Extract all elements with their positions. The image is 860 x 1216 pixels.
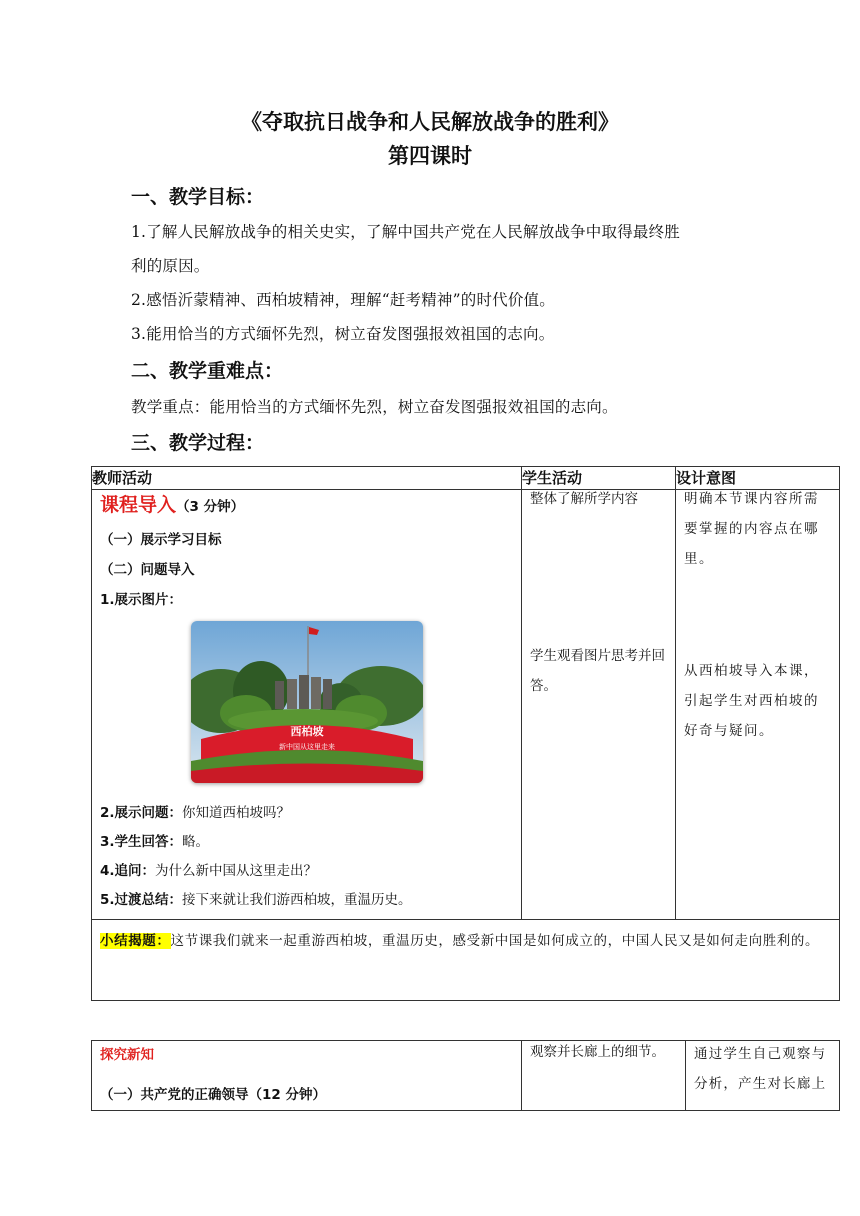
summary-label: 小结揭题： xyxy=(100,933,171,949)
goal-item-1-cont: 利的原因。 xyxy=(131,257,210,275)
lesson-table-2 xyxy=(91,1040,840,1111)
lesson-intro-heading: 课程导入 xyxy=(100,494,177,516)
lesson-table-1 xyxy=(91,466,840,1001)
explore-heading: 探究新知 xyxy=(100,1047,154,1063)
intent-explore-cell xyxy=(686,1041,840,1111)
intent-text-2: 从西柏坡导入本课，引起学生对西柏坡的好奇与疑问。 xyxy=(684,663,819,739)
step-show-image: 1.展示图片： xyxy=(100,592,183,608)
step3-text: 略。 xyxy=(182,834,210,850)
intent-text-1: 明确本节课内容所需要掌握的内容点在哪里。 xyxy=(684,491,819,567)
step3-label: 3.学生回答： xyxy=(100,834,183,850)
xibaipo-memorial-photo xyxy=(191,621,423,783)
photo-banner-line2: 新中国从这里走来 xyxy=(279,743,335,751)
summary-cell xyxy=(92,920,840,1001)
step5-text: 接下来就让我们游西柏坡，重温历史。 xyxy=(182,892,412,908)
section-heading-goals: 一、教学目标： xyxy=(131,186,265,208)
step4-label: 4.追问： xyxy=(100,863,156,879)
step2-label: 2.展示问题： xyxy=(100,805,183,821)
step2-text: 你知道西柏坡吗？ xyxy=(182,805,291,821)
goal-item-1: 1.了解人民解放战争的相关史实，了解中国共产党在人民解放战争中取得最终胜 xyxy=(131,223,680,241)
student-text-1: 整体了解所学内容 xyxy=(530,491,638,507)
keypoint-text: 教学重点：能用恰当的方式缅怀先烈，树立奋发图强报效祖国的志向。 xyxy=(131,398,618,416)
sub-show-goals: （一）展示学习目标 xyxy=(100,532,222,548)
header-student: 学生活动 xyxy=(522,467,676,490)
document-title: 《夺取抗日战争和人民解放战争的胜利》 xyxy=(241,110,619,134)
header-intent: 设计意图 xyxy=(676,467,840,490)
step-transition xyxy=(100,888,412,908)
header-teacher: 教师活动 xyxy=(92,467,522,490)
teacher-explore-cell xyxy=(92,1041,522,1111)
step-student-answer xyxy=(100,830,209,850)
summary-text: 这节课我们就来一起重游西柏坡，重温历史，感受新中国是如何成立的，中国人民又是如何走向胜利的。 xyxy=(170,933,820,949)
explore-sub-leadership: （一）共产党的正确领导（12 分钟） xyxy=(100,1087,326,1103)
section-heading-keypoints: 二、教学重难点： xyxy=(131,360,284,382)
sub-question-intro: （二）问题导入 xyxy=(100,562,195,578)
lesson-intro-duration: （3 分钟） xyxy=(176,499,245,515)
document-subtitle: 第四课时 xyxy=(388,144,472,168)
step-show-question xyxy=(100,801,290,821)
student-activity-cell xyxy=(522,490,676,920)
step4-text: 为什么新中国从这里走出？ xyxy=(155,863,318,879)
student-explore-cell xyxy=(522,1041,686,1111)
teacher-activity-cell xyxy=(92,490,522,920)
section-heading-process: 三、教学过程： xyxy=(131,432,265,454)
goal-item-2: 2.感悟沂蒙精神、西柏坡精神，理解“赶考精神”的时代价值。 xyxy=(131,291,555,309)
step5-label: 5.过渡总结： xyxy=(100,892,183,908)
photo-banner-line1: 西柏坡 xyxy=(290,725,324,738)
intent-explore-text: 通过学生自己观察与分析，产生对长廊上 xyxy=(694,1046,827,1092)
student-explore-text: 观察并长廊上的细节。 xyxy=(530,1044,665,1060)
intent-cell xyxy=(676,490,840,920)
student-text-2: 学生观看图片思考并回答。 xyxy=(530,648,665,694)
step-follow-up xyxy=(100,859,317,879)
goal-item-3: 3.能用恰当的方式缅怀先烈，树立奋发图强报效祖国的志向。 xyxy=(131,325,555,343)
